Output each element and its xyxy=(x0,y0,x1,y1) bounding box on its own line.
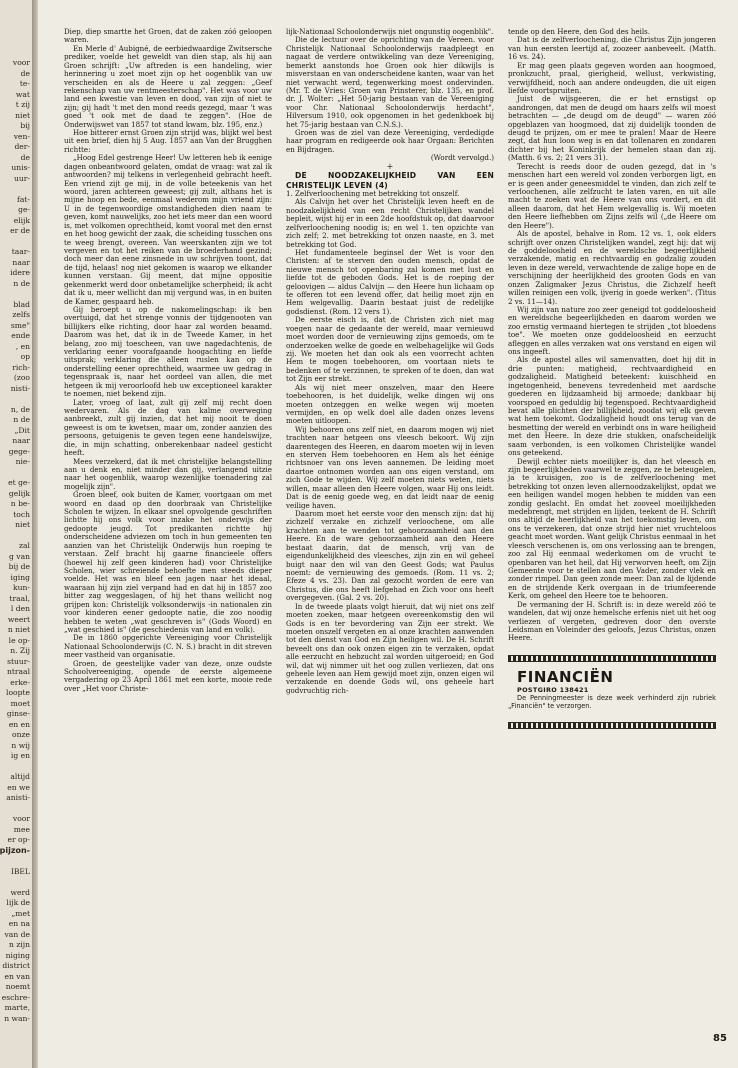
left-page-fragment: niet xyxy=(15,520,30,529)
left-page-fragment: iging xyxy=(10,572,30,582)
left-page-fragment: marte, xyxy=(4,1003,30,1012)
left-page-fragment: n, de xyxy=(10,404,30,414)
to-be-continued: (Wordt vervolgd.) xyxy=(430,153,494,163)
left-page-fragment: naar xyxy=(12,257,30,267)
paragraph: Groen bleef, ook buiten de Kamer, voortgaan om met woord en daad op den doorbraak van Christelijke Scholen te wijzen. In elkaar snel opvolgende geschriften lichtte hij ons volk voor inzake het onderwijs der gedoopte jeugd. Tot predikanten richtte hij onderscheidene adviezen om toch in hun gemeenten ten aanzien van het Christelijk Onderwijs hun roeping te verstaan. Zelf bracht hij gaarne financieele offers (hoewel hij zelf geen kinderen had) voor Christelijke Scholen, wier schreiende behoefte men steeds dieper voelde. Het was en bleef een jagen naar het ideaal, waaraan hij zijn ziel verpand had en dat hij in 1857 zoo bitter zag weggeslagen, of hij het thans wellicht nog grijpen kon: Christelijk volksonderwijs -in nationalen zin voor kinderen eener gedoopte natie, die zoo noodig hebben te weten „wat geschreven is" (Gods Woord) en „wat geschied is" (de geschiedenis van land en volk). xyxy=(64,490,272,634)
paragraph: De in 1860 opgerichte Vereeniging voor Christelijk Nationaal Schoolonderwijs (C. N. S.) bracht in dit streven meer vastheid van organisatie. xyxy=(64,633,272,660)
left-page-fragment: t zij xyxy=(15,100,30,109)
paragraph: „Hoog Edel gestrenge Heer! Uw letteren heb ik eenige dagen onbeantwoord gelaten, omdat de vraag: wat zal ik antwoorden? mij telkens in verlegenheid gebracht heeft. Een vriend zijt ge mij, in de volle beteekenis van het woord, jaren achtereen geweest; gij zult, althans het is mijne hoop en bede, eenmaal wederom mijn vriend zijn: U in de tegenwoordige omstandigheden dien naam te geven, komt nauwelijks, zoo het iets meer dan een woord is, met volkomen oprechtheid, komt vooral met den ernst en het hoog gewicht der zaak, die scheiding tusschen ons te weeg brengt, overeen. Van weerskanten zijn we tot vergeven en tot het reiken van de broederhand gezind; doch meer dan eene zinsnede in uw schrijven toont, dat de tijd, helaas! nog niet gekomen is waarop we elkander kunnen verstaan. Gij meent, dat mijne oppositie gekenmerkt werd door onbetamelijke scherpheid; ik acht dat ik u, meer wellicht dan mij vergund was, in en buiten de Kamer, gespaard heb. xyxy=(64,153,272,306)
left-page-fragment: voor xyxy=(12,58,30,67)
left-page-fragment: rich- xyxy=(12,362,30,372)
left-page-fragment: moet xyxy=(10,698,30,708)
left-page-fragment: g van xyxy=(9,551,30,561)
left-page-fragment: en we xyxy=(7,782,30,792)
left-page-fragment: de xyxy=(20,68,30,78)
left-page-fragment: „Dit xyxy=(14,425,30,435)
finance-title: FINANCIËN xyxy=(517,667,614,686)
finance-notice: De Penningmeester is deze week verhinderd zijn rubriek „Financiën" te verzorgen. xyxy=(508,694,716,711)
left-page-fragment: idere xyxy=(10,268,30,277)
left-page-fragment: n wan- xyxy=(4,1013,30,1023)
left-page-fragment: de xyxy=(20,152,30,162)
left-page-fragment: naar xyxy=(12,436,30,445)
left-page-fragment: nisti- xyxy=(10,383,30,393)
left-page-fragment: zal xyxy=(19,541,30,550)
left-page-fragment: werd xyxy=(10,887,30,897)
left-page-fragment: ginse- xyxy=(6,709,30,718)
left-page-fragment: n be- xyxy=(10,499,30,508)
left-page-fragment: toch xyxy=(13,509,30,519)
column-2 xyxy=(286,28,494,695)
left-page-fragment: ge- xyxy=(18,205,30,214)
left-page-fragment: unis- xyxy=(11,163,30,172)
paragraph: Die de lectuur over de oprichting van de Vereen. voor Christelijk Nationaal Schoolonderwijs raadpleegt en nagaat de verdere ontwikkeling van deze Vereeniging, bemerkt aanstonds hoe Groen ook hier dikwijls is misverstaan en van onderscheidene kanten, waar van het niet verwacht werd, tegenwerking moest ondervinden. (Mr. T. de Vries: Groen van Prinsterer, blz. 135, en prof. dr. J. Wolter: „Het 50-jarig bestaan van de Vereeniging voor Chr. Nationaal Schoolonderwijs herdacht", Hilversum 1910, ook opgenomen in het gedenkboek bij het 75-jarig bestaan van C.N.S.). xyxy=(286,35,494,129)
left-page-fragment: lijk de xyxy=(6,898,30,907)
paragraph: Er mag geen plaats gegeven worden aan hoogmoed, pronkzucht, praal, gierigheid, wellust, verkwisting, verwijfdheid, noch aan andere ondeugden, die uit eigen liefde voortspruiten. xyxy=(508,60,716,95)
left-page-fragment: voor xyxy=(12,814,30,823)
left-page-fragment: van de xyxy=(4,929,30,939)
left-page-fragment: wat xyxy=(15,89,30,99)
left-page-fragment: gelijk xyxy=(8,488,30,498)
left-page-fragment: (zoo xyxy=(13,373,30,382)
left-page-fragment: l den xyxy=(10,604,30,613)
paragraph: Hoe bitterer ernst Groen zijn strijd was, blijkt wel best uit een brief, dien hij 5 Aug. 1857 aan Van der Brugghen richtte: xyxy=(64,128,272,154)
left-page-fragment: ende xyxy=(11,331,30,340)
left-page-fragment: erke- xyxy=(10,677,30,687)
left-page-fragment: altijd xyxy=(10,772,30,781)
paragraph: Groen, de geestelijke vader van deze, onze oudste Schoolvereeniging, opende de eerste algemeene vergadering op 23 April 1861 met een korte, mooie rede over „Het voor Christe- xyxy=(64,658,272,693)
left-page-fragment: , en xyxy=(15,341,30,351)
left-page-fragment: n. Zij xyxy=(10,646,30,655)
decorative-rule-bottom xyxy=(508,722,716,729)
left-page-fragment: uur- xyxy=(14,173,30,183)
left-page-fragment: stuur- xyxy=(7,656,30,666)
left-page-fragment: en en xyxy=(8,719,30,729)
left-page-fragment: n niet xyxy=(7,625,30,634)
left-page-fragment: niet xyxy=(15,110,30,120)
paragraph: Juist de wijsgeeren, die er het ernstigst op aandrongen, dat men de deugd om haars zelfs wil moest betrachten — „de deugd om de deugd" — waren zóó opgeblazen van hoogmoed, dat zij duidelijk toonden de deugd te prijzen, om er mee te pralen! Maar de Heere zegt, dat hun loon weg is en dat tollenaren en zondaren dichter bij het Koninkrijk der hemelen staan dan zij. (Matth. 6 vs. 2; 21 vers 31). xyxy=(508,94,716,163)
left-page-fragment: er op- xyxy=(7,835,30,844)
paragraph: Het fundamenteele beginsel der Wet is voor den Christen: af te sterven den ouden mensch, opdat de nieuwe mensch tot openbaring zal komen met lust en liefde tot de geboden Gods. Het is de roeping der geloovigen — aldus Calvijn — den Heere hun lichaam op te offeren tot een levend offer, dat heilig moet zijn en Hem welgevallig. Daarin bestaat juist de redelijke godsdienst. (Rom. 12 vers 1). xyxy=(286,247,494,316)
left-page-fragment: blad xyxy=(13,299,30,309)
column-1 xyxy=(64,28,272,693)
left-page-fragment: gege- xyxy=(8,446,30,456)
left-page-fragment: et ge- xyxy=(8,478,30,487)
left-page-fragment: er de xyxy=(10,226,30,235)
left-page-fragment: n de xyxy=(13,415,30,424)
left-page-fragment: onze xyxy=(12,730,30,739)
left-page-edge xyxy=(0,0,32,1068)
article-headline: DE NOODZAKELIJKHEID VAN EEN CHRISTELIJK LEVEN (4) xyxy=(286,171,494,190)
left-page-fragment: bij de xyxy=(8,562,30,571)
paragraph: Later, vroeg of laat, zult gij zelf mij recht doen wedervaren. Als de dag van kalme overweging aanbreekt, zult gij inzien, dat het mij nooit te doen geweest is om te kwetsen, maar om, zonder aanzien des persoons, getuigenis te geven tegen eene handelswijze, die, in mijn schatting, onberekenbaar nadeel gestiсht heeft. xyxy=(64,397,272,458)
paragraph: Mees verzekerd, dat ik met christelijke belangstelling aan u denk en, niet minder dan gij, verlangend uitzie naar het oogenblik, waarop wezenlijke toenadering zal mogelijk zijn". xyxy=(64,456,272,491)
paragraph: Als Calvijn het over het Christelijk leven heeft en de noodzakelijkheid van een recht Christelijken wandel bepleit, wijst hij er in een 2de hoofdstuk op, dat daarvoor zelfverloochening noodig is; en wel 1. ten opzichte van zich zelf; 2. met betrekking tot onzen naaste, en 3. met betrekking tot God. xyxy=(286,197,494,249)
left-page-fragment: eschre- xyxy=(1,992,30,1002)
paragraph: In de tweede plaats volgt hieruit, dat wij niet ons zelf moeten zoeken, maar hetgeen overeenkomstig den wil Gods is en ter bevordering van Zijn eer strekt. We moeten onszelf vergeten en al onze krachten aanwenden tot den dienst van God en Zijn heiligen wil. De H. Schrift beveelt ons dan ook onzen eigen zin te verzaken, opdat alle eerzucht en hebzucht zal worden uitgeroeid; en God wil, dat wij nimmer uit het oog zullen verliezen, dat ons geheele leven aan Hem gewijd moet zijn, onzen eigen wil verzakende en doende Gods wil, ons geheele hart godvruchtig rich- xyxy=(286,601,494,695)
paragraph: Daarom moet het eerste voor den mensch zijn: dat hij zichzelf verzake en zichzelf verloochene, om alle krachten aan te wenden tot gehoorzaamheid aan den Heere. En de ware gehoorzaamheid aan den Heere bestaat daarin, dat de mensch, vrij van de eigendunkelijkheid des vleesches, zijn zin en wil geheel buigt naar den wil van den Geest Gods; wat Paulus noemt: de vernieuwing des gemoeds. (Rom. 11 vs. 2; Efeze 4 vs. 23). Dan zal gezocht worden de eere van Christus, die ons heeft liefgehad en Zich voor ons heeft overgegeven. (Gal. 2 vs. 20). xyxy=(286,509,494,603)
left-page-fragment: anisti- xyxy=(6,793,30,802)
paragraph: Wij zijn van nature zoo zeer geneigd tot goddeloosheid en wereldsche begeerlijkheden en daarom worden we zoo ernstig vermaand hiertegen te strijden „tot bloedens toe". We moeten onze goddeloosheid en eerzucht afleggen en alles verzaken wat ons verstand en eigen wil ons ingeeft. xyxy=(508,304,716,357)
left-page-fragment: ven- xyxy=(13,131,30,141)
left-page-fragment: niging xyxy=(5,950,30,960)
paragraph: Als de apostel, behalve in Rom. 12 vs. 1, ook elders schrijft over onzen Christelijken wandel, zegt hij: dat wij de goddeloosheid en de wereldsche begeerlijkheid verzakende, matig en rechtvaardig en godzalig zouden leven in deze wereld, verwachtende de zalige hope en de verschijning der heerlijkheid des grooten Gods en van onzen Zaligmaker Jezus Christus, die Zichzelf heeft willen reinigen een volk, ijverig in goede werken". (Titus 2 vs. 11—14). xyxy=(508,229,716,306)
left-page-fragment: traal, xyxy=(9,593,30,603)
left-page-fragment: noemt xyxy=(5,982,30,991)
left-page-fragment: ntraal xyxy=(6,667,30,676)
paragraph: tende op den Heere, den God des heils. xyxy=(508,27,651,36)
left-page-fragment: elijk xyxy=(13,215,30,225)
left-page-fragment: ig en xyxy=(10,751,30,760)
left-page-fragment: te- xyxy=(19,79,30,88)
finance-box xyxy=(508,668,716,710)
paragraph: Diep, diep smartte het Groen, dat de zaken zóó geloopen waren. xyxy=(64,27,272,45)
left-page-fragment: „met xyxy=(11,908,30,918)
left-page-fragment: en na xyxy=(8,919,30,928)
left-page-fragment: weert xyxy=(7,614,30,624)
paragraph: Als wij niet meer onszelven, maar den Heere toebehooren, is het duidelijk, welke dingen wij ons moeten ontzeggen en welke wegen wij moeten vermijden, en op welk doel alle daden onzes levens moeten uitloopen. xyxy=(286,382,494,426)
paragraph: Terecht is reeds door de ouden gezegd, dat in 's menschen hart een wereld vol zonden verborgen ligt, en er is geen ander geneesmiddel te vinden, dan zich zelf te verloochenen, alle zelfzucht te laten varen, en uit alle macht te zoeken wat de Heere van ons vordert, en dit alleen daarom, dat het Hem welgevallig is. Wij moeten den Heere liefhebben om Zijns zelfs wil („de Heere om den Heere"). xyxy=(508,161,716,230)
left-page-fragment: der- xyxy=(14,142,30,151)
paragraph: Groen was de ziel van deze Vereeniging, verdedigde haar program en redigeerde ook haar Orgaan: Berichten en Bijdragen. xyxy=(286,128,494,154)
left-page-fragment: taar- xyxy=(11,247,30,256)
left-page-fragment: district xyxy=(2,961,30,970)
magazine-page xyxy=(38,0,738,1068)
page-number: 85 xyxy=(713,1033,727,1044)
left-page-fragment: le op- xyxy=(8,635,30,645)
paragraph: Als de apostel alles wil samenvatten, doet hij dit in drie punten: matigheid, rechtvaardigheid en godzaligheid. Matigheid beteekent: kuischheid en ingetogenheid, benevens tevredenheid met aardsche goederen en lijdzaamheid bij armoede; dankbaar bij voorspoed en geduldig bij tegenspoed. Rechtvaardigheid bevat alle plichten der billijkheid, zoodat wij elk geven wat hem toekomt. Godzaligheid houdt ons terug van de besmetting der wereld en verbindt ons in ware heiligheid met den Heere. In deze drie stukken, onafscheidelijk saam verbonden, is een volkomen Christelijke wandel ons geteekend. xyxy=(508,355,716,458)
left-page-fragment: bij xyxy=(20,121,30,130)
paragraph: lijk-Nationaal Schoolonderwijs niet ongunstig oogenblik". xyxy=(286,27,494,36)
left-page-fragment: sme" xyxy=(10,320,30,330)
left-page-fragment: mee xyxy=(13,824,30,834)
paragraph: Gij beroept u op de nakomelingschap: ik ben overtuigd, dat het strenge vonnis der tijdgenooten van billijkers elke richting, door haar zal worden beaamd. Daarom was het, dat ik in de Tweede Kamer, in het belang, zoo mij toescheen, van uwe nagedachtenis, de verklaring eener voorafgaande hoogachting en liefde uitsprak; verklaring die alleen ruslen kan op de onderstelling eener oprechtheid, waarmee uw gedrag in tegenspraak is, naar het oordeel van allen, die met hetgeen ik mij veroorloofd heb uw exceptioneel karakter te noemen, niet bekend zijn. xyxy=(64,304,272,399)
column-3 xyxy=(508,28,716,735)
left-page-fragment: zelfs xyxy=(12,310,30,319)
left-page-fragment: en van xyxy=(4,971,30,981)
decorative-rule-top xyxy=(508,655,716,662)
paragraph: 1. Zelfverloochening met betrekking tot onszelf. xyxy=(286,188,460,198)
paragraph: En Merle d' Aubigné, de eerbiedwaardige Zwitsersche prediker, voelde het geweldt van dien stap, als hij aan Groen schrijft: „Uw aftreden is een handeling, wier herinnering u zoet moet zijn op het oogenblik van uw verscheiden en als de Heere u zal zeggen: „Geef rekenschap van uw rentmeesterschap". Het was voor uw land een kwestie van leven en dood, van zijn of niet te zijn; gij hadt 't met den mond reeds gezegd, maar 't was goed 't ook met de daad te zeggen". (Hoe de Onderwijswet van 1857 tot stand kwam, blz. 195, enz.) xyxy=(64,43,272,129)
postgiro-number: POSTGIRO 138421 xyxy=(517,685,589,694)
paragraph: De eerste eisch is, dat de Christen zich niet mag voegen naar de gedaante der wereld, maar vernieuwd moet worden door de vernieuwing zijns gemoeds, om te onderzoeken welke de goede en welbehagelijke wil Gods zij. We moeten het dan ook als een voorrecht achten Hem te mogen toebehooren, om voortaan niets te bedenken of te verzinnen, te spreken of te doen, dan wat tot Zijn eer strekt. xyxy=(286,315,494,384)
left-page-fragment: kun- xyxy=(13,583,30,592)
left-page-fragment: fat- xyxy=(17,194,30,204)
paragraph: Wij behooren ons zelf niet, en daarom mogen wij niet trachten naar hetgeen ons vleesch bekoort. Wij zijn daarentegen des Heeren, en daarom moeten wij in leven en sterven Hem toebehooren en Hem als het éénige richtsnoer van ons leven aannemen. De leiding moet daartoe ontnomen worden aan ons eigen verstand, om zich Gode te wijden. Wij zelf moeten niets weten, niets willen, maar alleen den Heere volgen, waar Hij ons leidt. Dat is de eenig goede weg, en dat leidt naar de eenig veilige haven. xyxy=(286,424,494,510)
left-page-fragment: nie- xyxy=(15,457,30,466)
left-page-fragment: n de xyxy=(13,278,30,288)
paragraph: Dat is de zelfverloochening, die Christus Zijn jongeren van hun eersten leertijd af, zoozeer aanbeveelt. (Matth. 16 vs. 24). xyxy=(508,35,716,62)
cross-separator: + xyxy=(386,161,394,171)
left-page-fragment: pijzon- xyxy=(0,845,30,855)
paragraph: Dewijl echter niets moeilijker is, dan het vleesch en zijn begeerlijkheden vaarwel te zeggen, ze te beteugelen, ja te kruisigen, zoo is de zelfverloochening met betrekking tot onzen leven allernoodzakelijkst, opdat we een heiligen wandel mogen hebben te midden van een zondig geslacht. En omdat het zooveel moeilijkheden medebrengt, met strijden en lijden, teekent de H. Schrift ons altijd de heerlijkheid van het toekomstig leven, om ons te verzekeren, dat onze strijd hier niet vruchteloos geacht moet worden. Want gelijk Christus eenmaal in het vleesch verschenen is, om ons verlossing aan te brengen, zoo zal Hij eenmaal wederkomen om de vrucht te openbaren van het heil, dat Hij verworven heeft, om Zijn Gemeente voor te stellen aan den Vader, zonder vlek en zonder rimpel. Dan geen zonde meer. Dan zal de lijdende en de strijdende Kerk overgaan in de triumfeerende Kerk, om geheel den Heere toe te behooren. xyxy=(508,456,716,601)
left-page-fragment: IBEL xyxy=(10,866,30,876)
left-page-fragment: n wij xyxy=(11,740,30,750)
left-page-fragment: n zijn xyxy=(9,940,30,949)
paragraph: De vermaning der H. Schrift is: in deze wereld zóó te wandelen, dat wij onze hemelsche erfenis niet uit het oog verliezen of vergeten, gedreven door den overste Leidsman en Voleinder des geloofs, Jezus Christus, onzen Heere. xyxy=(508,599,716,643)
left-page-fragment: loopte xyxy=(6,688,30,697)
left-page-fragment: op xyxy=(20,352,30,361)
